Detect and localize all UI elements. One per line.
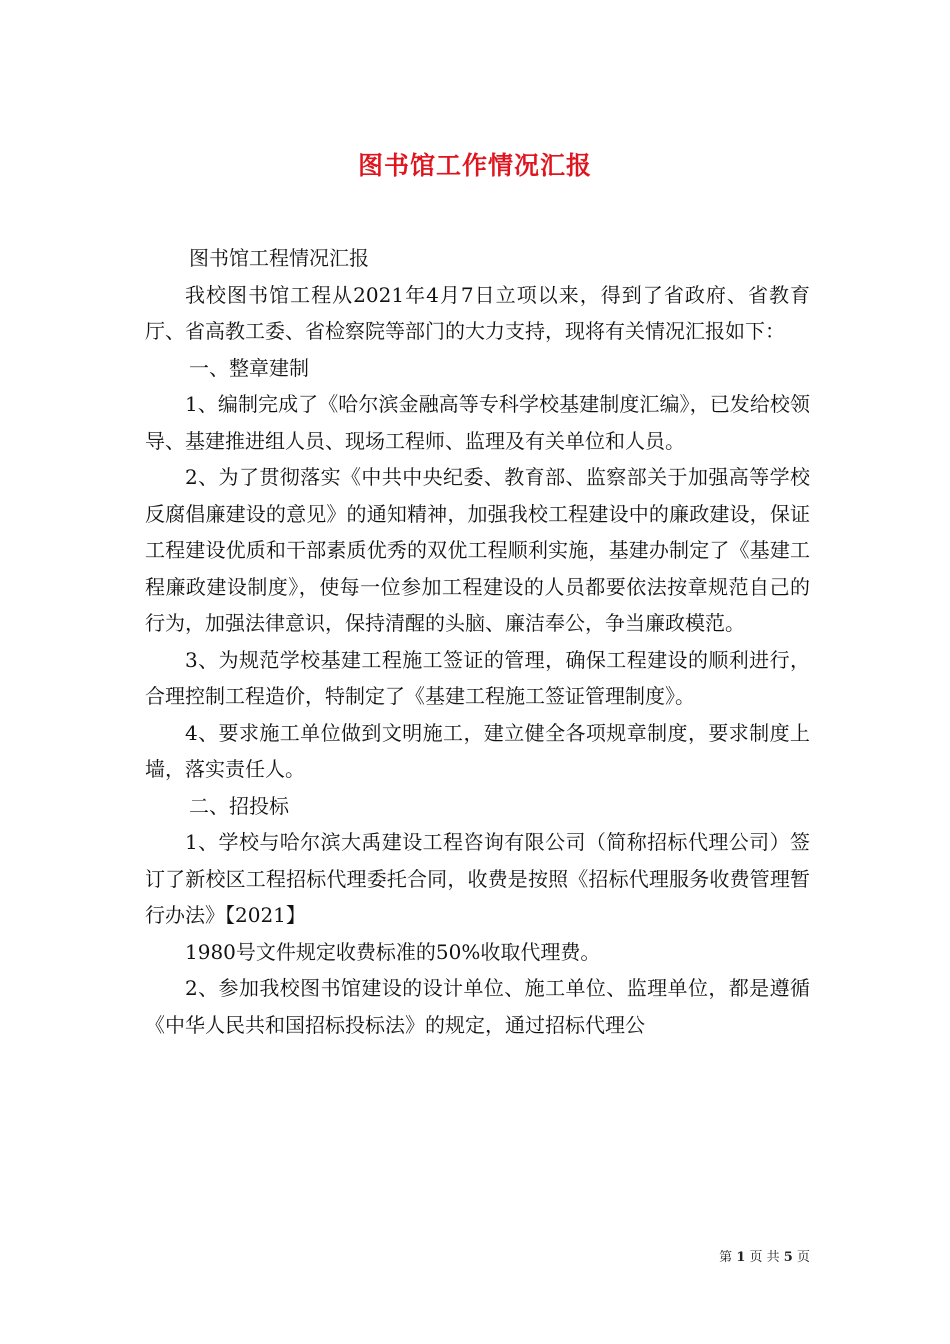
body-paragraph: 1、编制完成了《哈尔滨金融高等专科学校基建制度汇编》，已发给校领导、基建推进组人员、现场工程师、监理及有关单位和人员。 (145, 392, 810, 453)
body-paragraph: 2、参加我校图书馆建设的设计单位、施工单位、监理单位，都是遵循《中华人民共和国招标投标法》的规定，通过招标代理公 (145, 976, 810, 1037)
footer-page-number: 1 (736, 1250, 746, 1265)
subtitle-paragraph: 图书馆工程情况汇报 (189, 246, 369, 270)
footer-suffix: 页 (796, 1250, 810, 1265)
document-body (145, 240, 810, 1043)
footer-middle: 页 共 (749, 1250, 780, 1265)
body-paragraph: 2、为了贯彻落实《中共中央纪委、教育部、监察部关于加强高等学校反腐倡廉建设的意见》的通知精神，加强我校工程建设中的廉政建设，保证工程建设优质和干部素质优秀的双优工程顺利实施，基建办制定了《基建工程廉政建设制度》，使每一位参加工程建设的人员都要依法按章规范自己的行为，加强法律意识，保持清醒的头脑、廉洁奉公，争当廉政模范。 (145, 465, 810, 635)
document-title: 图书馆工作情况汇报 (357, 150, 592, 180)
page-footer (660, 1250, 810, 1266)
body-paragraph: 1、学校与哈尔滨大禹建设工程咨询有限公司（简称招标代理公司）签订了新校区工程招标代理委托合同，收费是按照《招标代理服务收费管理暂行办法》【2021】 (145, 830, 810, 927)
body-paragraph: 1980号文件规定收费标准的50%收取代理费。 (185, 939, 601, 964)
footer-prefix: 第 (719, 1250, 733, 1265)
body-paragraph: 3、为规范学校基建工程施工签证的管理，确保工程建设的顺利进行，合理控制工程造价，特制定了《基建工程施工签证管理制度》。 (145, 647, 810, 708)
body-paragraph: 4、要求施工单位做到文明施工，建立健全各项规章制度，要求制度上墙，落实责任人。 (145, 720, 810, 781)
section-heading: 一、整章建制 (189, 355, 309, 380)
section-heading: 二、招投标 (189, 793, 289, 818)
intro-paragraph: 我校图书馆工程从2021年4月7日立项以来，得到了省政府、省教育厅、省高教工委、省检察院等部门的大力支持，现将有关情况汇报如下： (145, 282, 810, 343)
footer-total-pages: 5 (783, 1250, 793, 1265)
